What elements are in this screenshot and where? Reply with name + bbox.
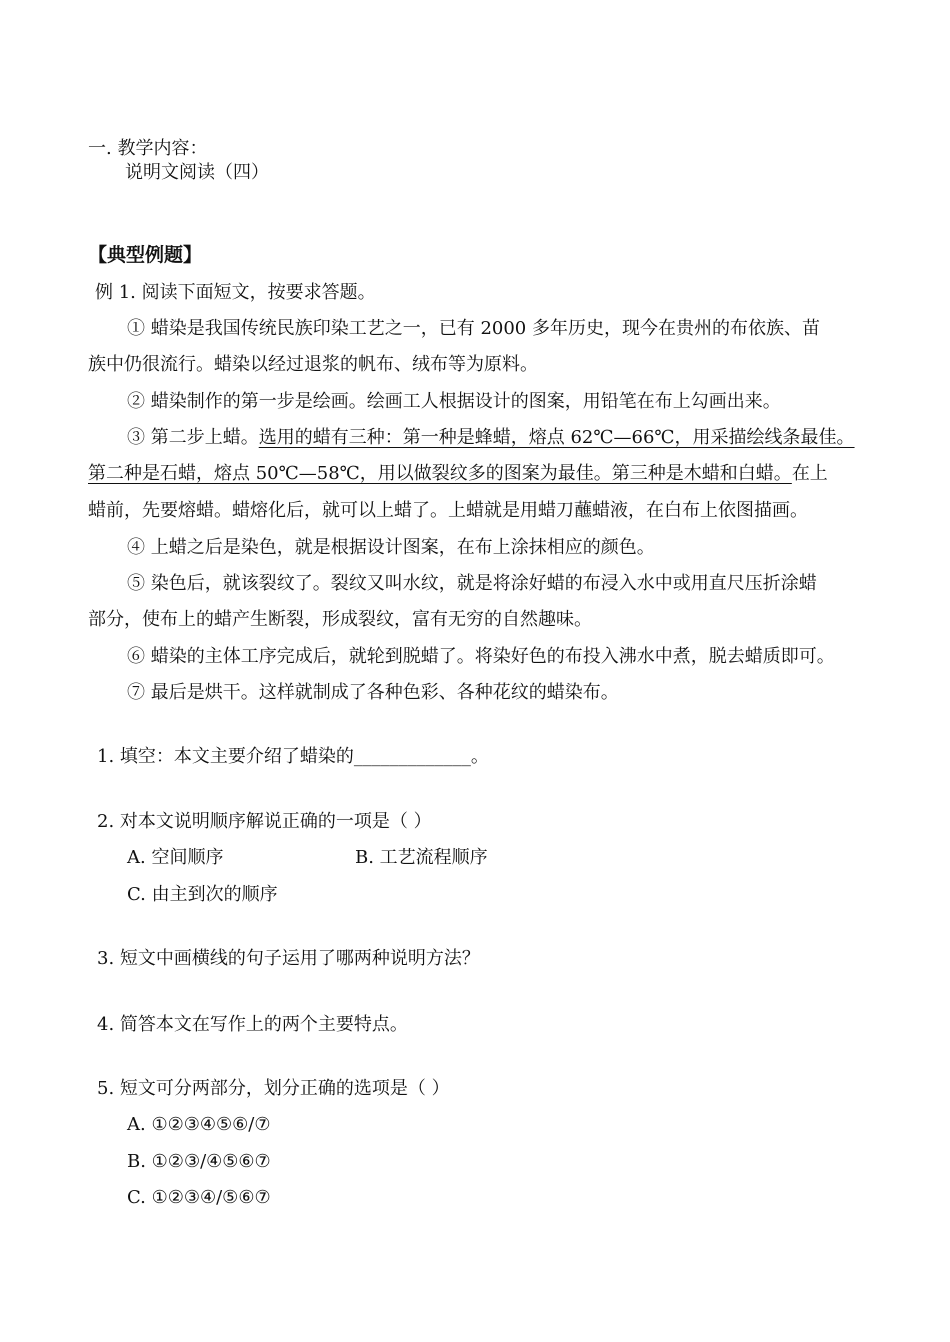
question-1: 1. 填空：本文主要介绍了蜡染的_____________。 bbox=[97, 746, 489, 767]
paragraph-5-line-2: 部分，使布上的蜡产生断裂，形成裂纹，富有无穷的自然趣味。 bbox=[88, 609, 592, 630]
paragraph-3-line-3: 蜡前，先要熔蜡。蜡熔化后，就可以上蜡了。上蜡就是用蜡刀蘸蜡液，在白布上依图描画。 bbox=[88, 500, 808, 521]
question-4: 4. 简答本文在写作上的两个主要特点。 bbox=[97, 1014, 408, 1035]
section-label: 一. 教学内容： bbox=[88, 138, 208, 159]
examples-heading: 【典型例题】 bbox=[88, 244, 203, 266]
paragraph-3-lead: ③ 第二步上蜡。 bbox=[127, 427, 259, 448]
question-5-option-a: A. ①②③④⑤⑥/⑦ bbox=[127, 1114, 271, 1135]
paragraph-3-line-2 bbox=[88, 462, 828, 486]
example-intro: 例 1. 阅读下面短文，按要求答题。 bbox=[95, 282, 376, 303]
question-5: 5. 短文可分两部分，划分正确的选项是（ ） bbox=[97, 1078, 450, 1099]
paragraph-4: ④ 上蜡之后是染色，就是根据设计图案，在布上涂抹相应的颜色。 bbox=[127, 537, 655, 558]
paragraph-1-line-2: 族中仍很流行。蜡染以经过退浆的帆布、绒布等为原料。 bbox=[88, 354, 538, 375]
paragraph-5-line-1: ⑤ 染色后，就该裂纹了。裂纹又叫水纹，就是将涂好蜡的布浸入水中或用直尺压折涂蜡 bbox=[127, 573, 817, 594]
underlined-sentence-2: 第二种是石蜡，熔点 50℃—58℃，用以做裂纹多的图案为最佳。第三种是木蜡和白蜡。 bbox=[88, 463, 792, 484]
paragraph-7: ⑦ 最后是烘干。这样就制成了各种色彩、各种花纹的蜡染布。 bbox=[127, 682, 619, 703]
underlined-sentence-1: 选用的蜡有三种：第一种是蜂蜡，熔点 62℃—66℃，用采描绘线条最佳。 bbox=[258, 427, 855, 448]
paragraph-2: ② 蜡染制作的第一步是绘画。绘画工人根据设计的图案，用铅笔在布上勾画出来。 bbox=[127, 391, 781, 412]
question-2-option-a: A. 空间顺序 bbox=[127, 847, 224, 868]
paragraph-3-tail: 在上 bbox=[791, 463, 828, 484]
question-5-option-c: C. ①②③④/⑤⑥⑦ bbox=[127, 1187, 271, 1208]
question-2-option-b: B. 工艺流程顺序 bbox=[355, 847, 488, 868]
question-2: 2. 对本文说明顺序解说正确的一项是（ ） bbox=[97, 811, 432, 832]
question-2-option-c: C. 由主到次的顺序 bbox=[127, 884, 278, 905]
question-5-option-b: B. ①②③/④⑤⑥⑦ bbox=[127, 1151, 271, 1172]
paragraph-6: ⑥ 蜡染的主体工序完成后，就轮到脱蜡了。将染好色的布投入沸水中煮，脱去蜡质即可。 bbox=[127, 646, 835, 667]
paragraph-3-line-1 bbox=[127, 426, 855, 450]
question-3: 3. 短文中画横线的句子运用了哪两种说明方法？ bbox=[97, 948, 480, 969]
paragraph-1-line-1: ① 蜡染是我国传统民族印染工艺之一，已有 2000 多年历史，现今在贵州的布依族、苗 bbox=[127, 318, 820, 339]
section-topic: 说明文阅读（四） bbox=[125, 162, 269, 183]
